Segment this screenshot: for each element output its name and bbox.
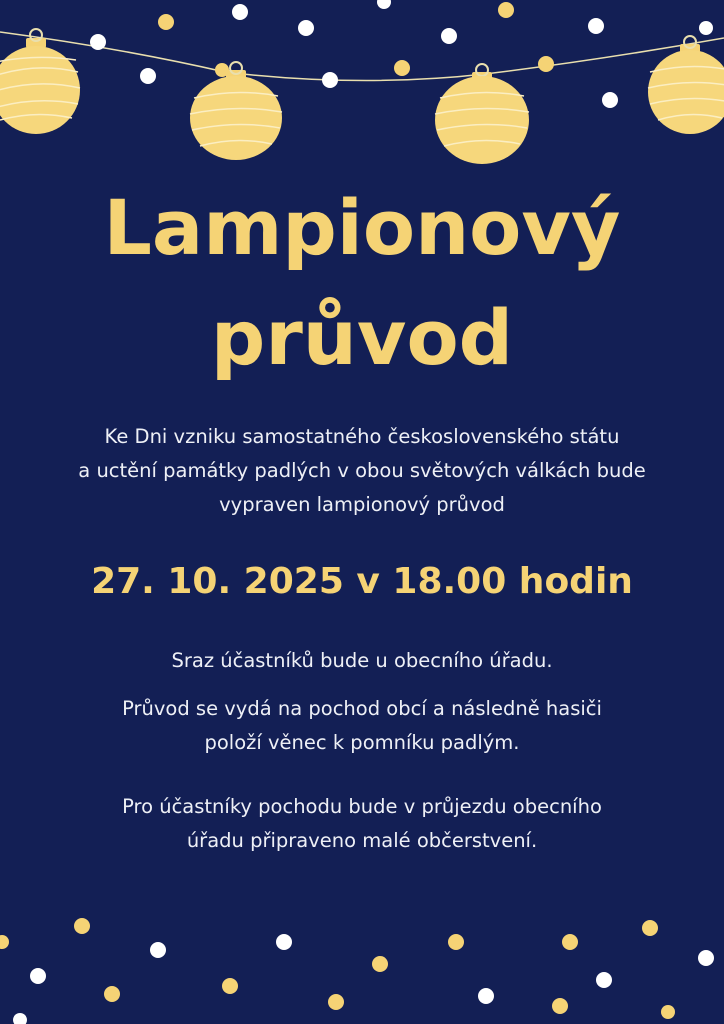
lantern-icon	[0, 29, 80, 134]
march-line: položí věnec k pomníku padlým.	[204, 731, 520, 754]
march-line: Průvod se vydá na pochod obcí a následně hasiči	[122, 697, 602, 720]
meeting-text	[30, 644, 694, 678]
refreshment-text	[30, 790, 694, 858]
refreshment-line: Pro účastníky pochodu bude v průjezdu obecního	[122, 795, 602, 818]
lantern-icon	[648, 36, 724, 134]
march-text	[30, 692, 694, 760]
intro-text	[30, 420, 694, 522]
title-line-1: Lampionový	[103, 183, 621, 272]
title-line-2: průvod	[210, 293, 514, 382]
lantern-icon	[435, 64, 529, 164]
confetti-dots-icon	[90, 0, 713, 108]
lantern-string-icon	[0, 32, 724, 81]
meeting-line: Sraz účastníků bude u obecního úřadu.	[171, 649, 553, 672]
confetti-dots-icon	[0, 918, 714, 1024]
intro-line: Ke Dni vzniku samostatného československého státu	[104, 425, 620, 448]
intro-line: vypraven lampionový průvod	[219, 493, 505, 516]
refreshment-line: úřadu připraveno malé občerstvení.	[186, 829, 538, 852]
event-date-time: 27. 10. 2025 v 18.00 hodin	[91, 561, 633, 602]
intro-line: a uctění památky padlých v obou světových válkách bude	[78, 459, 646, 482]
